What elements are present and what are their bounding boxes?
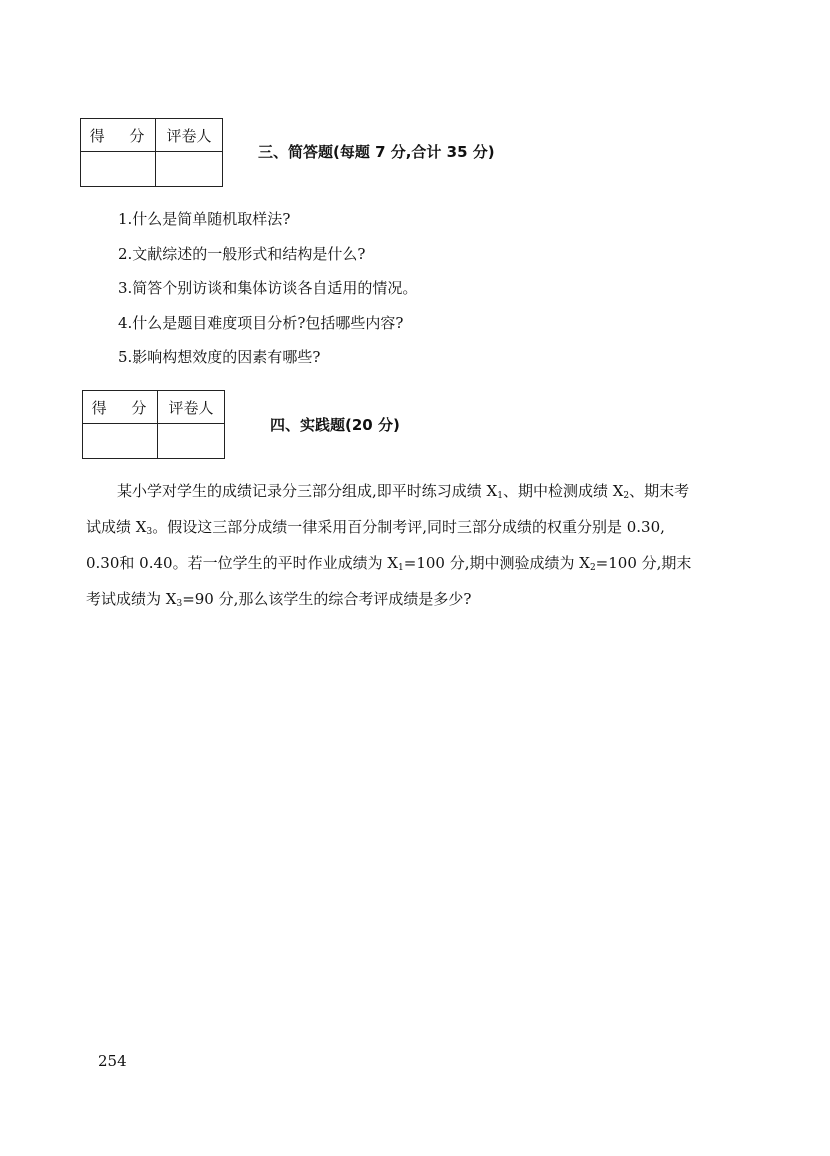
- grader-cell[interactable]: [158, 424, 225, 459]
- question-item: 3.简答个别访谈和集体访谈各自适用的情况。: [118, 279, 418, 297]
- score-label: 得 分: [81, 119, 156, 152]
- score-cell[interactable]: [81, 152, 156, 187]
- question-item: 4.什么是题目难度项目分析?包括哪些内容?: [118, 313, 404, 332]
- grader-label: 评卷人: [158, 391, 225, 424]
- score-label: 得 分: [83, 391, 158, 424]
- question-item: 2.文献综述的一般形式和结构是什么?: [118, 244, 366, 263]
- score-table-section4: [82, 390, 225, 459]
- grader-label: 评卷人: [156, 119, 223, 152]
- section4-title: 四、实践题(20 分): [270, 416, 400, 434]
- section3-title: 三、简答题(每题 7 分,合计 35 分): [258, 143, 495, 161]
- question-item: 1.什么是简单随机取样法?: [118, 210, 291, 228]
- page-number: 254: [98, 1052, 127, 1070]
- paragraph-line: 0.30和 0.40。若一位学生的平时作业成绩为 $X_1=100$ 分,期中测验成绩为 $X_2=100$ 分,期末: [86, 554, 692, 573]
- practice-question-text: [86, 476, 756, 620]
- grader-cell[interactable]: [156, 152, 223, 187]
- question-item: 5.影响构想效度的因素有哪些?: [118, 348, 321, 366]
- score-cell[interactable]: [83, 424, 158, 459]
- question-list: [118, 208, 417, 381]
- score-table-section3: [80, 118, 223, 187]
- paragraph-line: 考试成绩为 $X_3=90$ 分,那么该学生的综合考评成绩是多少?: [86, 590, 472, 609]
- paragraph-line: 试成绩 $X_3$。假设这三部分成绩一律采用百分制考评,同时三部分成绩的权重分别是 0.30,: [86, 518, 665, 537]
- paragraph-line: 某小学对学生的成绩记录分三部分组成,即平时练习成绩 $X_1$、期中检测成绩 $X_2$、期末考: [117, 482, 690, 501]
